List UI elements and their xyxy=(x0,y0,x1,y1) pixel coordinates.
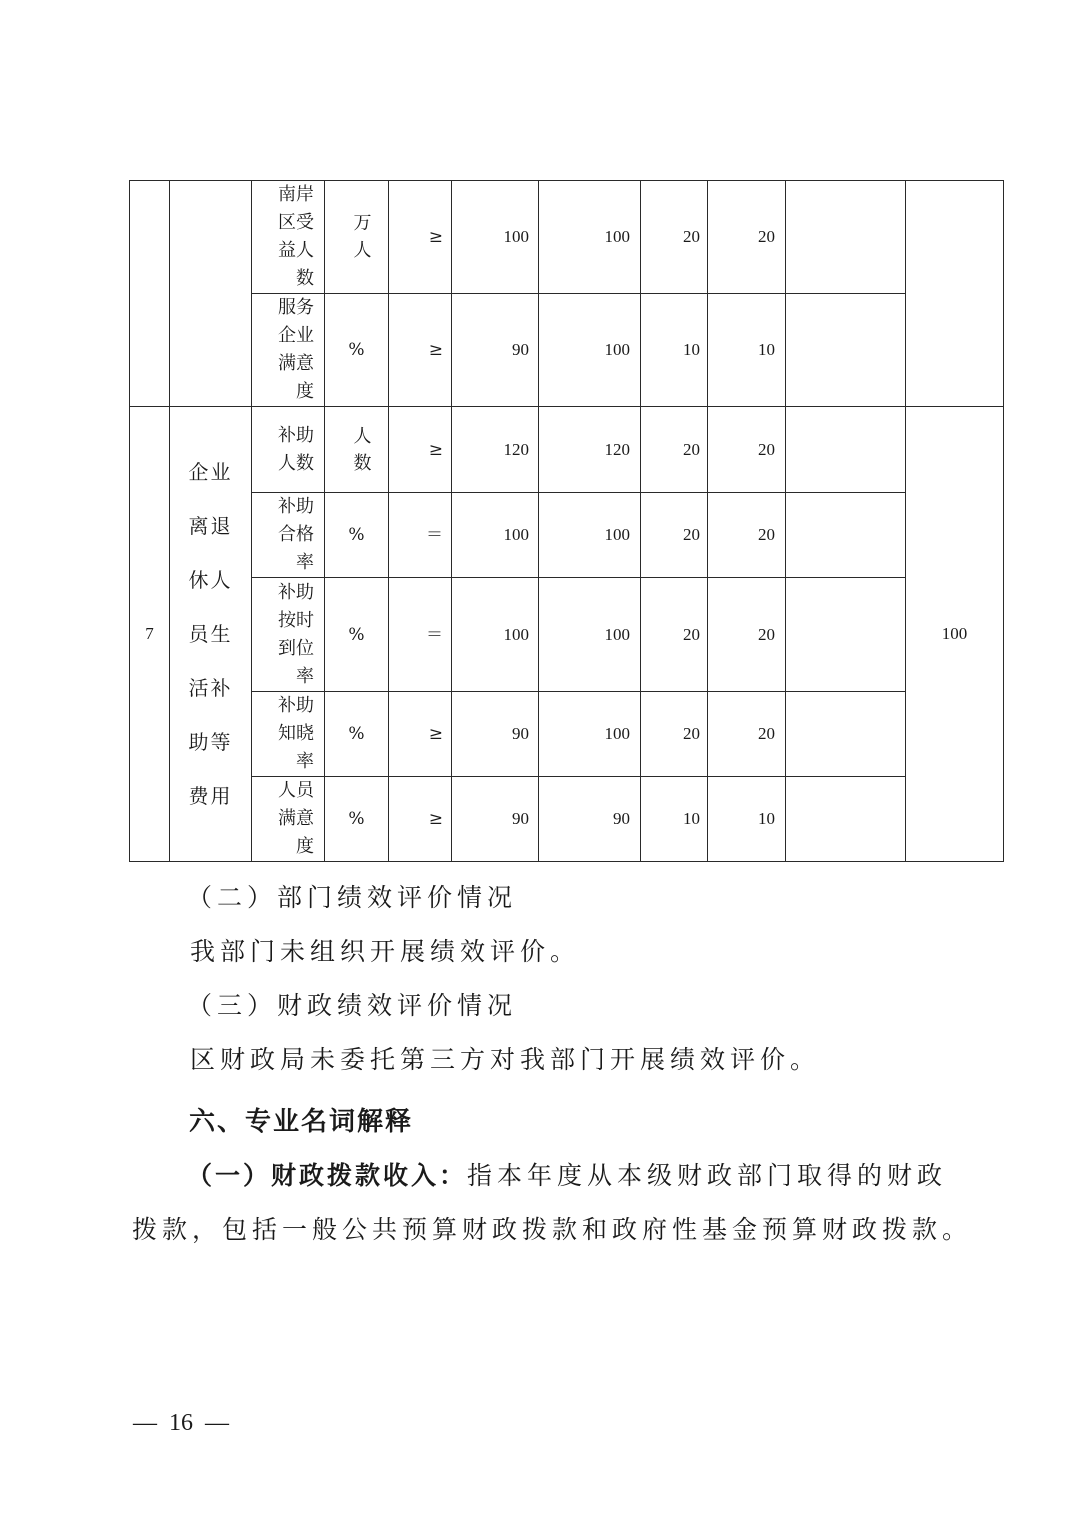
glossary-item-1-label: （一）财政拨款收入： xyxy=(187,1161,468,1190)
page-number: 16 xyxy=(169,1410,193,1436)
score-cell: 20 xyxy=(708,578,786,692)
project-cell xyxy=(170,181,252,407)
project-name-cell xyxy=(170,407,252,862)
actual-cell: 100 xyxy=(539,493,641,578)
operator-cell: ≥ xyxy=(389,294,452,407)
actual-cell: 100 xyxy=(539,181,641,294)
operator-cell: ≥ xyxy=(389,692,452,777)
score-cell: 20 xyxy=(708,181,786,294)
unit-cell: % xyxy=(325,578,389,692)
unit-cell: % xyxy=(325,777,389,862)
operator-cell: ≥ xyxy=(389,777,452,862)
score-cell: 20 xyxy=(708,692,786,777)
row-number-cell xyxy=(130,181,170,407)
glossary-item-1-line-2: 拨款，包括一般公共预算财政拨款和政府性基金预算财政拨款。 xyxy=(132,1215,973,1244)
weight-cell: 20 xyxy=(641,407,708,493)
score-cell: 10 xyxy=(708,294,786,407)
score-cell: 20 xyxy=(708,407,786,493)
actual-cell: 100 xyxy=(539,578,641,692)
remark-cell xyxy=(786,407,906,493)
remark-cell xyxy=(786,181,906,294)
indicator-cell: 补助人数 xyxy=(252,407,325,493)
weight-cell: 10 xyxy=(641,777,708,862)
unit-cell: % xyxy=(325,294,389,407)
target-cell: 90 xyxy=(452,777,539,862)
page-footer xyxy=(133,1410,229,1437)
unit-cell: % xyxy=(325,692,389,777)
target-cell: 100 xyxy=(452,181,539,294)
score-cell: 10 xyxy=(708,777,786,862)
glossary-heading: 六、专业名词解释 xyxy=(189,1107,414,1137)
table-row xyxy=(130,181,1004,294)
weight-cell: 20 xyxy=(641,493,708,578)
total-score-cell: 100 xyxy=(906,407,1004,862)
target-cell: 90 xyxy=(452,294,539,407)
project-name-line: 休人 xyxy=(188,568,233,592)
project-name-line: 活补 xyxy=(188,676,233,700)
indicator-cell: 服务企业满意度 xyxy=(252,294,325,407)
actual-cell: 100 xyxy=(539,294,641,407)
project-name-line: 费用 xyxy=(188,784,233,808)
unit-cell: 万人 xyxy=(325,181,389,294)
indicator-cell: 补助合格率 xyxy=(252,493,325,578)
remark-cell xyxy=(786,692,906,777)
weight-cell: 20 xyxy=(641,692,708,777)
indicator-cell: 补助按时到位率 xyxy=(252,578,325,692)
table-row xyxy=(130,777,1004,862)
weight-cell: 20 xyxy=(641,181,708,294)
project-name-line: 企业 xyxy=(188,460,233,484)
remark-cell xyxy=(786,578,906,692)
operator-cell: ≥ xyxy=(389,181,452,294)
glossary-item-1-line-1 xyxy=(187,1156,947,1192)
table-row xyxy=(130,294,1004,407)
performance-table xyxy=(129,180,1004,862)
glossary-item-1-text: 指本年度从本级财政部门取得的财政 xyxy=(467,1161,948,1190)
target-cell: 100 xyxy=(452,493,539,578)
operator-cell: ≥ xyxy=(389,407,452,493)
total-score-cell xyxy=(906,181,1004,407)
footer-dash-left: — xyxy=(133,1410,157,1436)
remark-cell xyxy=(786,294,906,407)
target-cell: 120 xyxy=(452,407,539,493)
fin-eval-text: 区财政局未委托第三方对我部门开展绩效评价。 xyxy=(190,1045,821,1074)
footer-dash-right: — xyxy=(205,1410,229,1436)
actual-cell: 100 xyxy=(539,692,641,777)
row-number-cell: 7 xyxy=(130,407,170,862)
section-heading-dept-eval: （二）部门绩效评价情况 xyxy=(187,883,518,912)
remark-cell xyxy=(786,777,906,862)
actual-cell: 90 xyxy=(539,777,641,862)
section-heading-fin-eval: （三）财政绩效评价情况 xyxy=(187,991,518,1020)
operator-cell: ＝ xyxy=(389,578,452,692)
weight-cell: 20 xyxy=(641,578,708,692)
score-cell: 20 xyxy=(708,493,786,578)
indicator-cell: 南岸区受益人数 xyxy=(252,181,325,294)
table-row xyxy=(130,692,1004,777)
table-row xyxy=(130,407,1004,493)
project-name-line: 助等 xyxy=(188,730,233,754)
project-name-line: 离退 xyxy=(188,514,233,538)
table-row xyxy=(130,493,1004,578)
unit-cell: 人数 xyxy=(325,407,389,493)
dept-eval-text: 我部门未组织开展绩效评价。 xyxy=(190,937,581,966)
target-cell: 100 xyxy=(452,578,539,692)
remark-cell xyxy=(786,493,906,578)
actual-cell: 120 xyxy=(539,407,641,493)
operator-cell: ＝ xyxy=(389,493,452,578)
table-row xyxy=(130,578,1004,692)
indicator-cell: 补助知晓率 xyxy=(252,692,325,777)
target-cell: 90 xyxy=(452,692,539,777)
indicator-cell: 人员满意度 xyxy=(252,777,325,862)
unit-cell: % xyxy=(325,493,389,578)
weight-cell: 10 xyxy=(641,294,708,407)
project-name-line: 员生 xyxy=(188,622,233,646)
